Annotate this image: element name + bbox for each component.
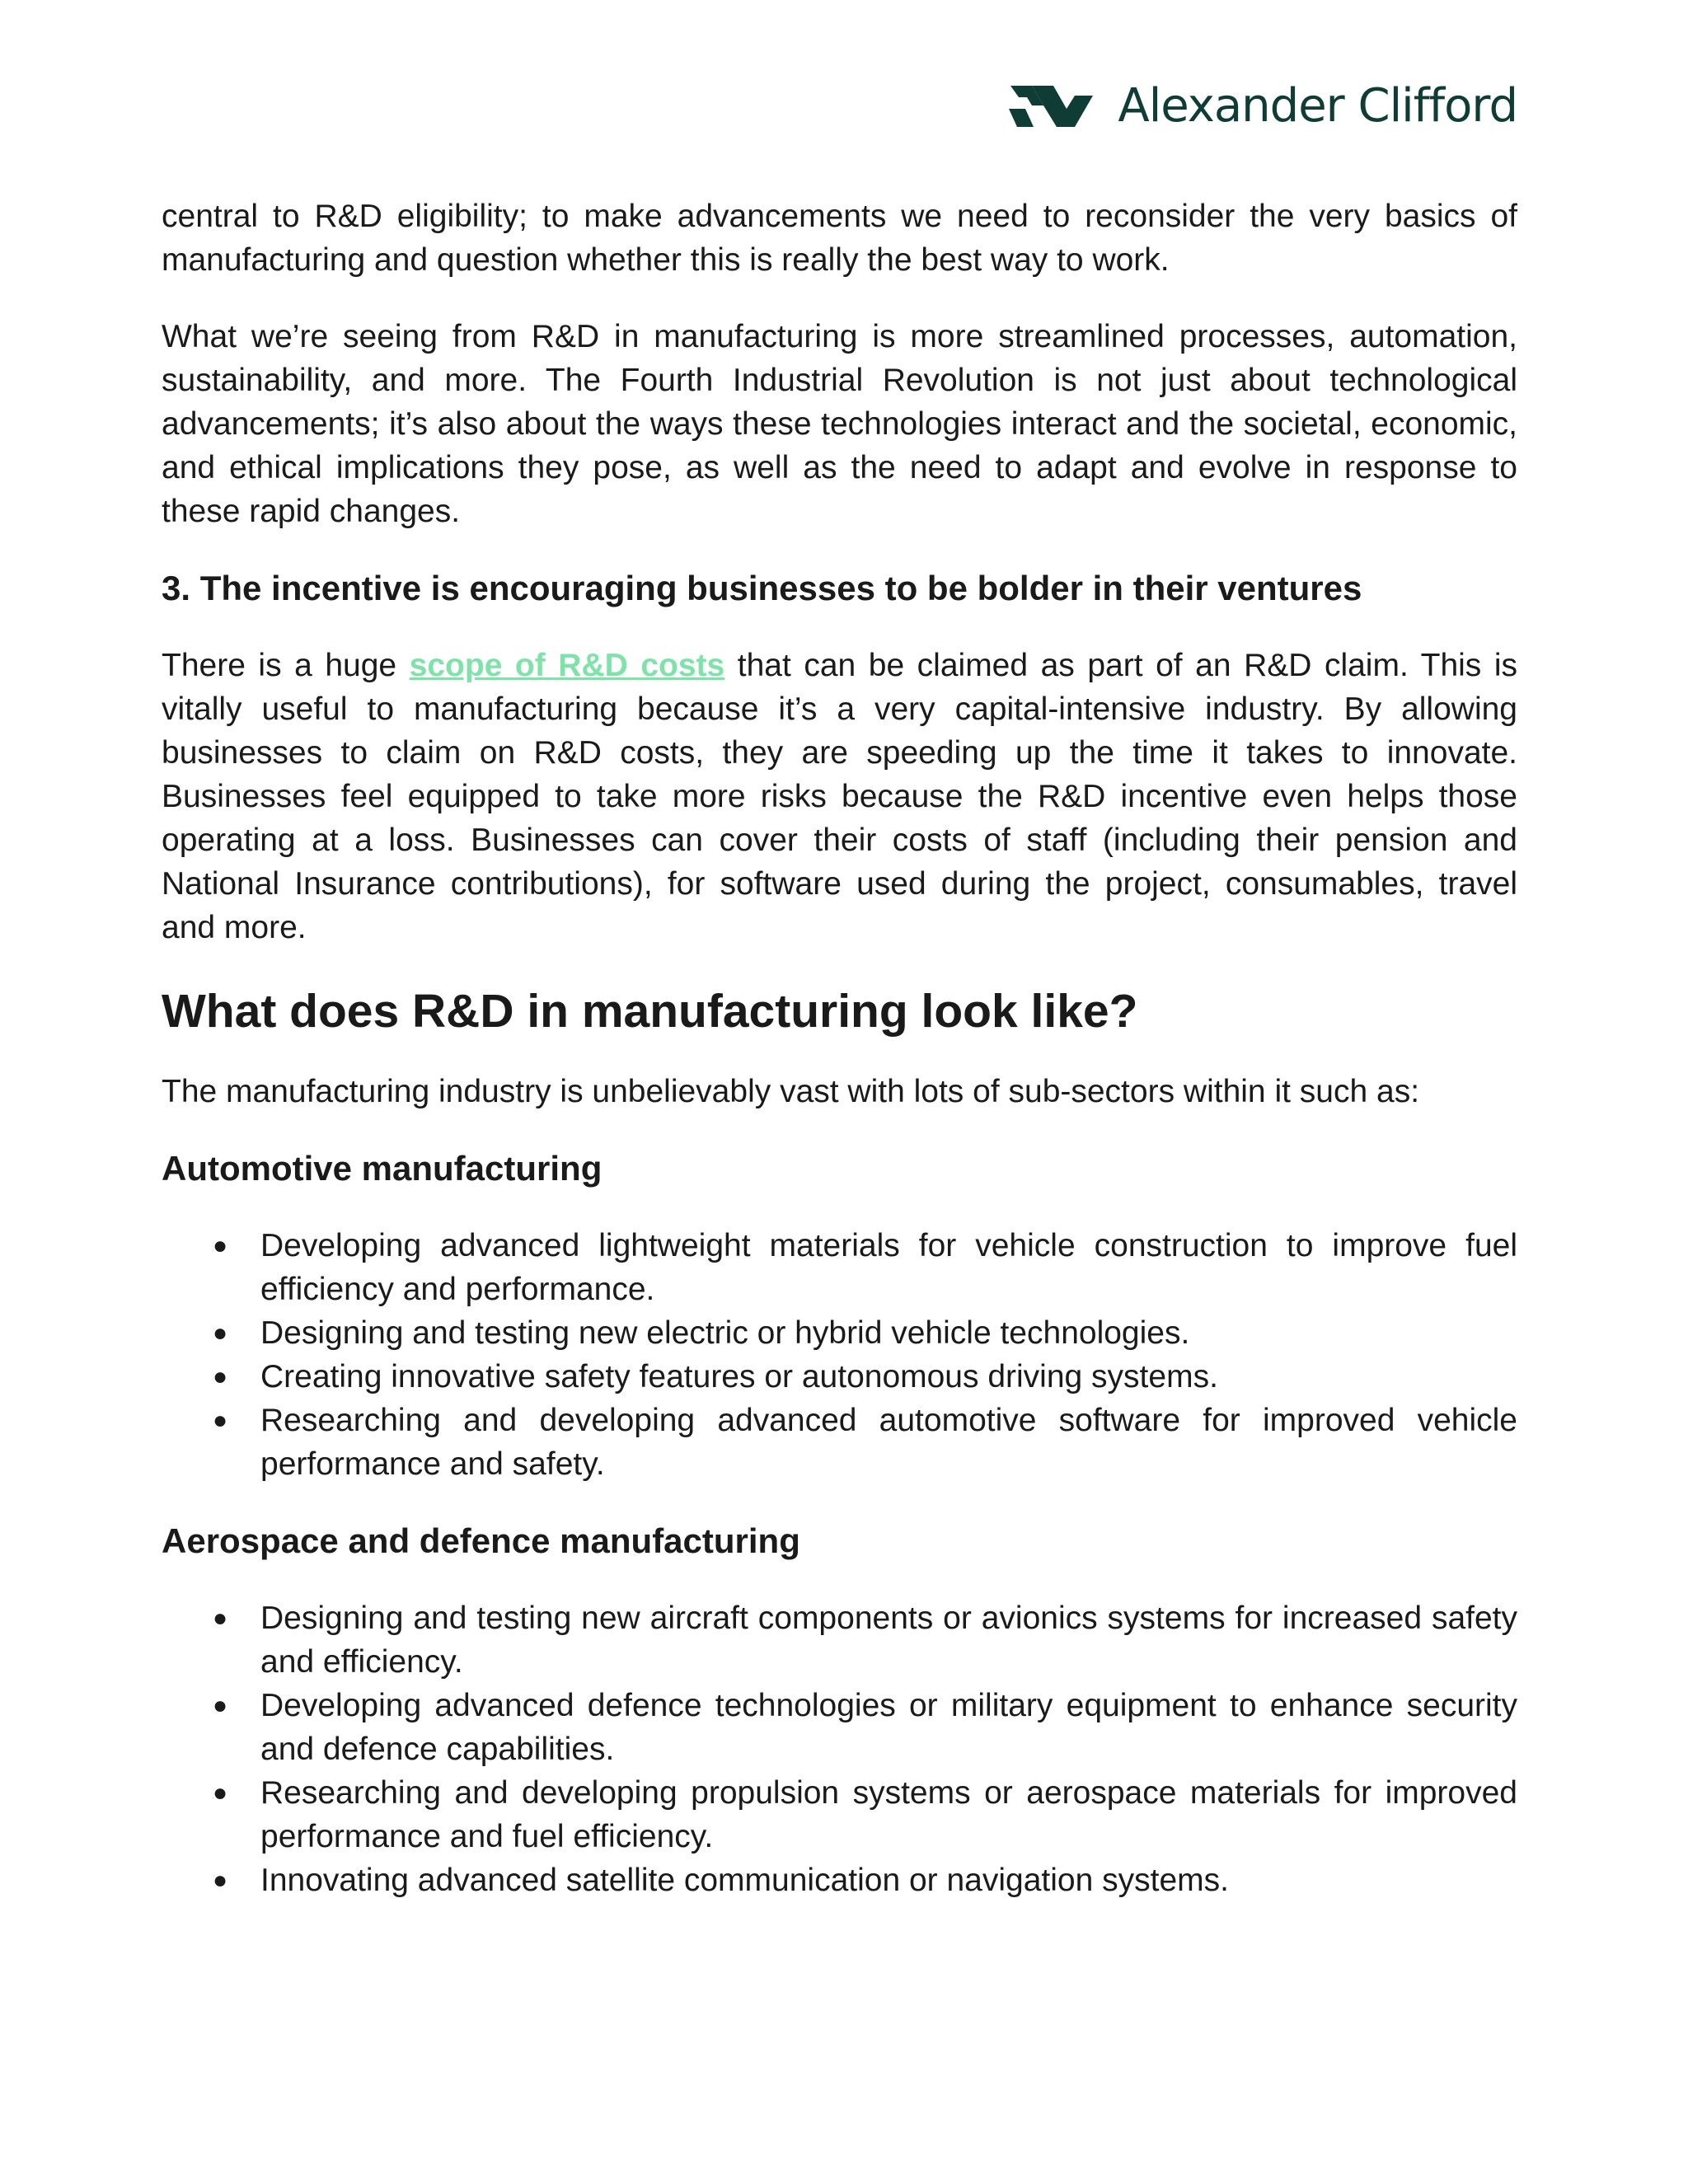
list-item-text: Designing and testing new electric or hybrid vehicle technologies. [260,1315,1190,1351]
bullet-icon: ● [213,1232,228,1259]
paragraph-rd-costs-lead: There is a huge [162,648,410,683]
bullet-icon: ● [213,1605,228,1632]
list-item [162,1355,1517,1399]
aerospace-list [162,1596,1517,1902]
heading-aerospace: Aerospace and defence manufacturing [162,1521,800,1560]
list-item-text: Researching and developing propulsion systems or aerospace materials for improved performance and fuel efficiency. [260,1775,1517,1854]
list-item [162,1771,1517,1858]
list-item-text: Creating innovative safety features or autonomous driving systems. [260,1359,1218,1394]
list-item-text: Designing and testing new aircraft components or avionics systems for increased safety and efficiency. [260,1601,1517,1680]
document-body [162,194,1517,1935]
list-item [162,1684,1517,1771]
heading-what-does-rd-look-like: What does R&D in manufacturing look like? [162,985,1138,1038]
paragraph-fourth-industrial-revolution: What we’re seeing from R&D in manufacturing is more streamlined processes, automation, sustainability, and more. The Fourth Industrial Revolution is not just about technological advancements; it’s also about the ways these technologies interact and the societal, economic, and ethical implications they pose, as well as the need to adapt and evolve in response to these rapid changes. [162,319,1517,529]
bullet-icon: ● [213,1779,228,1807]
paragraph-rd-costs [162,644,1517,949]
brand-name: Alexander Clifford [1118,79,1517,133]
scope-of-rd-costs-link[interactable]: scope of R&D costs [409,648,725,683]
list-item-text: Developing advanced lightweight materials for vehicle construction to improve fuel efficiency and performance. [260,1228,1517,1307]
list-item-text: Researching and developing advanced automotive software for improved vehicle performance and safety. [260,1403,1517,1482]
list-item-text: Innovating advanced satellite communication or navigation systems. [260,1863,1229,1898]
bullet-icon: ● [213,1407,228,1434]
paragraph-eligibility: central to R&D eligibility; to make advancements we need to reconsider the very basics of manufacturing and question whether this is really the best way to work. [162,199,1517,278]
list-item [162,1399,1517,1486]
bullet-icon: ● [213,1692,228,1719]
bullet-icon: ● [213,1319,228,1347]
list-item [162,1311,1517,1355]
heading-automotive: Automotive manufacturing [162,1149,603,1188]
brand-mark-icon [1007,81,1096,132]
paragraph-subsectors-intro: The manufacturing industry is unbelievably vast with lots of sub-sectors within it such as: [162,1074,1420,1109]
brand-logo[interactable] [1007,78,1517,134]
bullet-icon: ● [213,1363,228,1390]
list-item [162,1858,1517,1902]
list-item [162,1596,1517,1684]
automotive-list [162,1224,1517,1486]
list-item [162,1224,1517,1311]
paragraph-rd-costs-rest: that can be claimed as part of an R&D claim. This is vitally useful to manufacturing because it’s a very capital-intensive industry. By allowing businesses to claim on R&D costs, they are speeding up the time it takes to innovate. Businesses feel equipped to take more risks because the R&D incentive even helps those operating at a loss. Businesses can cover their costs of staff (including their pension and National Insurance contributions), for software used during the project, consumables, travel and more. [162,648,1518,945]
list-item-text: Developing advanced defence technologies or military equipment to enhance security and defence capabilities. [260,1688,1517,1767]
bullet-icon: ● [213,1867,228,1894]
heading-incentive: 3. The incentive is encouraging businesses to be bolder in their ventures [162,569,1362,607]
